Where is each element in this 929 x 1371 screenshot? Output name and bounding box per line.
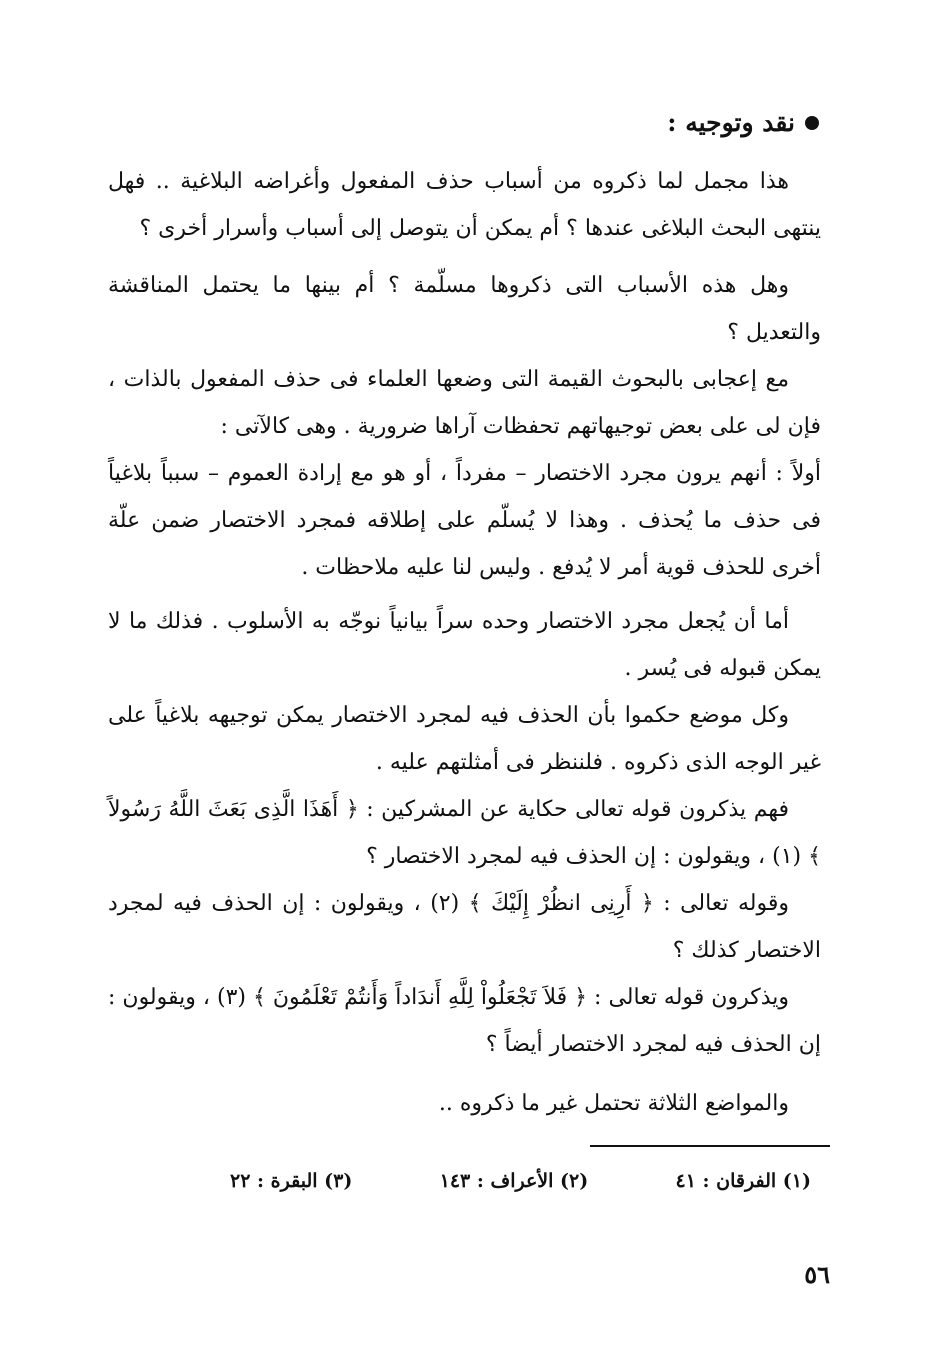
paragraph-6: وكل موضع حكموا بأن الحذف فيه لمجرد الاختصار يمكن توجيهه بلاغياً على غير الوجه الذى ذكروه . فلننظر فى أمثلتهم عليه . [108, 703, 821, 775]
section-heading-text: نقد وتوجيه : [667, 108, 795, 137]
footnote-3: (٣) البقرة : ٢٢ [230, 1170, 353, 1192]
footnotes [230, 1170, 811, 1192]
paragraph-4: أولاً : أنهم يرون مجرد الاختصار – مفرداً ، أو هو مع إرادة العموم – سبباً بلاغياً فى حذف ما يُحذف . وهذا لا يُسلّم على إطلاقه فمجرد الاختصار ضمن علّة أخرى للحذف قوية أمر لا يُدفع . وليس لنا عليه ملاحظات . [108, 461, 821, 580]
paragraph-7: فهم يذكرون قوله تعالى حكاية عن المشركين : ﴿ أَهَذَا الَّذِى بَعَثَ اللَّهُ رَسُولاً ﴾ (١) ، ويقولون : إن الحذف فيه لمجرد الاختصار ؟ [108, 797, 821, 869]
paragraph-1: هذا مجمل لما ذكروه من أسباب حذف المفعول وأغراضه البلاغية .. فهل ينتهى البحث البلاغى عندها ؟ أم يمكن أن يتوصل إلى أسباب وأسرار أخرى ؟ [108, 169, 821, 241]
paragraph-8: وقوله تعالى : ﴿ أَرِنِى انظُرْ إِلَيْكَ ﴾ (٢) ، ويقولون : إن الحذف فيه لمجرد الاختصار كذلك ؟ [108, 891, 821, 963]
paragraph-10: والمواضع الثلاثة تحتمل غير ما ذكروه .. [438, 1091, 789, 1116]
paragraph-9: ويذكرون قوله تعالى : ﴿ فَلاَ تَجْعَلُواْ لِلَّهِ أَندَاداً وَأَنتُمْ تَعْلَمُونَ ﴾ (٣) ، ويقولون : إن الحذف فيه لمجرد الاختصار أيضاً ؟ [108, 985, 821, 1057]
page-number: ٥٦ [804, 1260, 830, 1289]
paragraph-5: أما أن يُجعل مجرد الاختصار وحده سراً بيانياً نوجّه به الأسلوب . فذلك ما لا يمكن قبوله فى يُسر . [108, 609, 821, 681]
footnote-1: (١) الفرقان : ٤١ [675, 1170, 811, 1192]
footnote-divider [590, 1145, 830, 1147]
section-heading [667, 108, 819, 137]
footnote-2: (٢) الأعراف : ١٤٣ [439, 1170, 589, 1192]
paragraph-3: مع إعجابى بالبحوث القيمة التى وضعها العلماء فى حذف المفعول بالذات ، فإن لى على بعض توجيهاتهم تحفظات آراها ضرورية . وهى كالآتى : [108, 367, 821, 439]
bullet-icon [805, 116, 819, 130]
paragraph-2: وهل هذه الأسباب التى ذكروها مسلّمة ؟ أم بينها ما يحتمل المناقشة والتعديل ؟ [108, 273, 821, 345]
